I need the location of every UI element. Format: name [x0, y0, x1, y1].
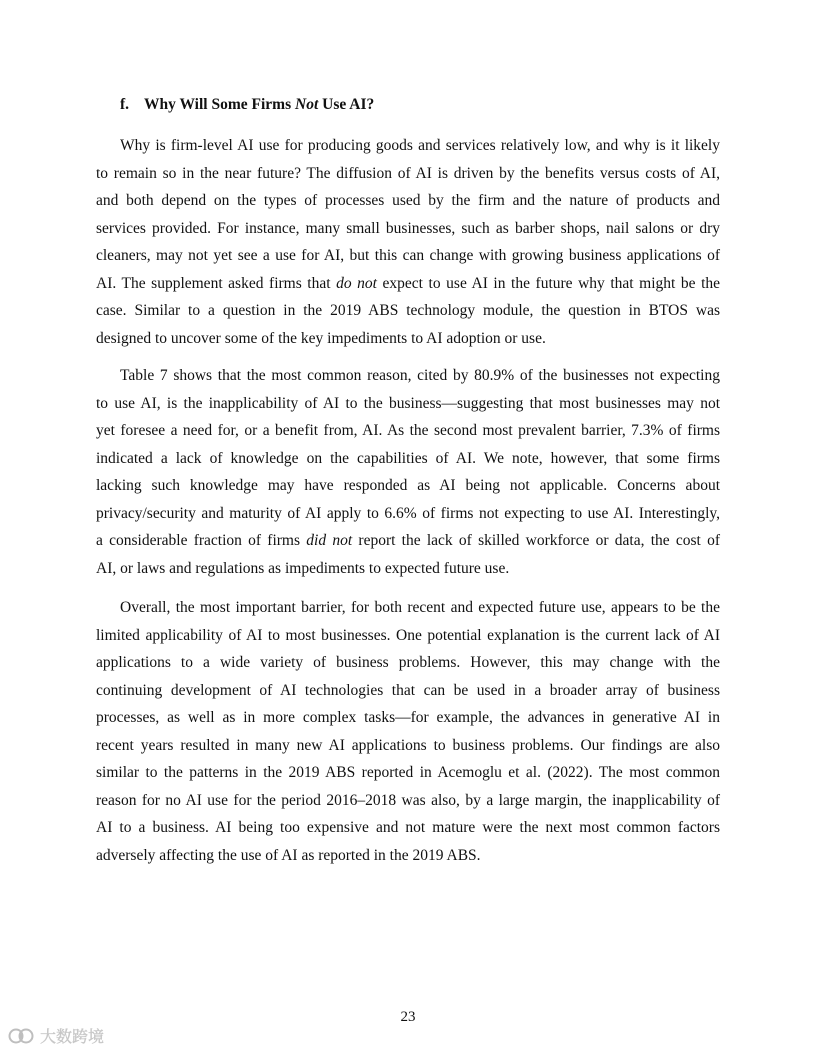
text-segment: similar to the patterns in the 2019 ABS reported in Acemoglu et al. (2022). The most common	[96, 764, 720, 781]
text-segment: reason for no AI use for the period 2016–2018 was also, by a large margin, the inapplicability of	[96, 791, 720, 809]
text-segment: case. Similar to a question in the 2019 ABS technology module, the question in BTOS was	[96, 302, 720, 319]
text-segment: to use AI, is the inapplicability of AI to the business—suggesting that most businesses may not	[96, 394, 720, 412]
text-line	[96, 445, 720, 473]
text-segment: report the lack of skilled workforce or data, the cost of	[352, 532, 721, 549]
text-line	[96, 527, 720, 555]
text-segment: continuing development of AI technologies that can be used in a broader array of business	[96, 681, 720, 699]
text-segment: lacking such knowledge may have responded as AI being not applicable. Concerns about	[96, 477, 720, 494]
text-line	[96, 160, 720, 188]
text-line	[96, 814, 720, 842]
text-line	[96, 242, 720, 270]
text-line	[96, 215, 720, 243]
text-line	[96, 704, 720, 732]
paragraph-3	[96, 594, 720, 869]
text-segment: AI. The supplement asked firms that	[96, 274, 337, 292]
italic-emphasis: do not	[336, 274, 377, 292]
text-segment: yet foresee a need for, or a benefit from, AI. As the second most prevalent barrier, 7.3% of firms	[96, 422, 720, 439]
text-segment: indicated a lack of knowledge on the capabilities of AI. We note, however, that some firms	[96, 449, 720, 467]
text-line	[96, 759, 720, 787]
paragraph-2	[96, 362, 720, 582]
text-segment: Table 7 shows that the most common reason, cited by 80.9% of the businesses not expecting	[120, 367, 720, 384]
watermark	[8, 1026, 106, 1046]
text-segment: AI, or laws and regulations as impediments to expected future use.	[96, 559, 510, 577]
text-line	[96, 594, 720, 622]
text-line	[96, 270, 720, 298]
text-segment: Overall, the most important barrier, for both recent and expected future use, appears to be the	[120, 599, 720, 616]
text-segment: AI to a business. AI being too expensive and not mature were the next most common factors	[96, 819, 720, 836]
text-line	[96, 297, 720, 325]
section-title-part: Use AI?	[318, 96, 375, 113]
watermark-label: 大数跨境	[40, 1027, 105, 1046]
text-segment: and both depend on the types of processes used by the firm and the nature of products and	[96, 192, 720, 209]
text-segment: a considerable fraction of firms	[96, 532, 307, 549]
text-line	[96, 472, 720, 500]
text-line	[96, 132, 720, 160]
text-segment: expect to use AI in the future why that might be the	[376, 274, 721, 292]
paragraph-1	[96, 132, 720, 352]
text-segment: adversely affecting the use of AI as reported in the 2019 ABS.	[96, 846, 481, 864]
section-heading	[120, 95, 374, 115]
text-segment: to remain so in the near future? The diffusion of AI is driven by the benefits versus costs of AI,	[96, 164, 720, 182]
text-segment: designed to uncover some of the key impediments to AI adoption or use.	[96, 329, 546, 347]
text-line	[96, 555, 720, 583]
text-line	[96, 187, 720, 215]
text-line	[96, 362, 720, 390]
text-segment: Why is firm-level AI use for producing goods and services relatively low, and why is it likely	[120, 137, 720, 154]
watermark-text	[40, 1026, 106, 1046]
text-line	[96, 417, 720, 445]
text-segment: services provided. For instance, many small businesses, such as barber shops, nail salons or dry	[96, 219, 720, 237]
text-segment: cleaners, may not yet see a use for AI, but this can change with growing business applications of	[96, 247, 720, 264]
text-line	[96, 622, 720, 650]
text-segment: processes, as well as in more complex tasks—for example, the advances in generative AI in	[96, 709, 720, 726]
text-line	[96, 500, 720, 528]
section-title-part: Why Will Some Firms	[144, 96, 295, 113]
text-segment: limited applicability of AI to most businesses. One potential explanation is the current lack of AI	[96, 626, 720, 644]
text-segment: privacy/security and maturity of AI apply to 6.6% of firms not expecting to use AI. Interestingly,	[96, 504, 720, 522]
text-line	[96, 390, 720, 418]
section-title-italic: Not	[295, 96, 319, 113]
text-line	[96, 732, 720, 760]
text-line	[96, 842, 720, 870]
section-number: f.	[120, 96, 130, 113]
text-line	[96, 787, 720, 815]
text-line	[96, 325, 720, 353]
text-line	[96, 677, 720, 705]
text-line	[96, 649, 720, 677]
text-segment: recent years resulted in many new AI applications to business problems. Our findings are also	[96, 736, 720, 754]
watermark-logo-icon	[8, 1026, 36, 1046]
page-number: 23	[400, 1009, 416, 1025]
italic-emphasis: did not	[306, 532, 353, 549]
text-segment: applications to a wide variety of business problems. However, this may change with the	[96, 654, 720, 671]
